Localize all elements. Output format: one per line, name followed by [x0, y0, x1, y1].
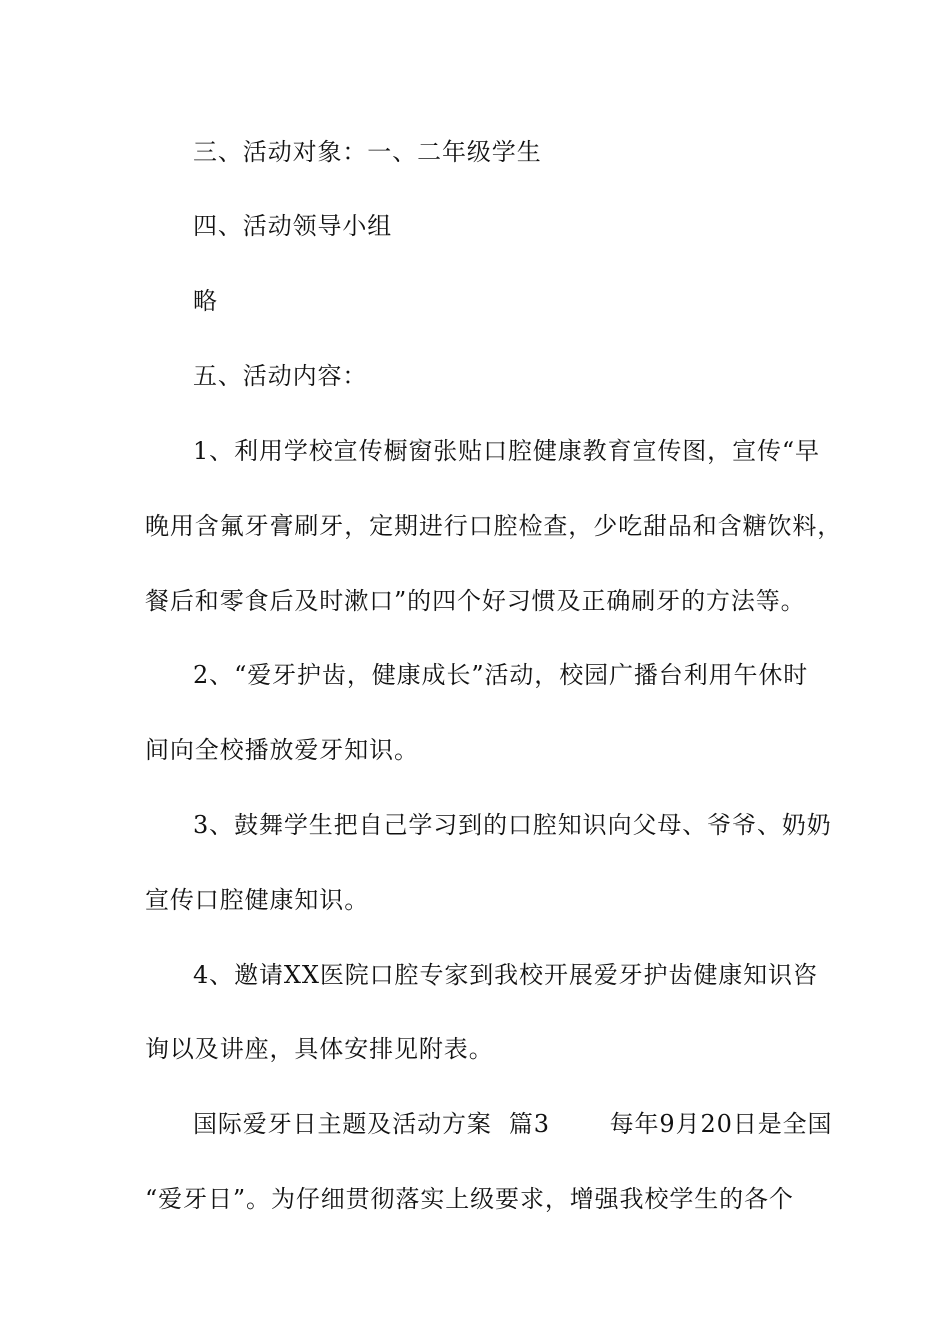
paragraph-line: 晚用含氟牙膏刷牙，定期进行口腔检查，少吃甜品和含糖饮料， [145, 512, 843, 540]
section-4-heading: 四、活动领导小组 [193, 212, 393, 240]
paragraph-line: 1、利用学校宣传橱窗张贴口腔健康教育宣传图，宣传“早 [193, 437, 820, 465]
section-5-heading: 五、活动内容： [193, 362, 368, 390]
paragraph-line: 4、邀请XX医院口腔专家到我校开展爱牙护齿健康知识咨 [193, 961, 818, 989]
paragraph-line: 餐后和零食后及时漱口”的四个好习惯及正确刷牙的方法等。 [145, 587, 806, 615]
section-3-heading: 三、活动对象：一、二年级学生 [193, 138, 542, 166]
paragraph-line: 询以及讲座，具体安排见附表。 [145, 1035, 494, 1063]
paragraph-line: “爱牙日”。为仔细贯彻落实上级要求，增强我校学生的各个 [145, 1185, 794, 1213]
paragraph-line: 3、鼓舞学生把自己学习到的口腔知识向父母、爷爷、奶奶 [193, 811, 832, 839]
paragraph-line: 略 [193, 287, 218, 315]
paragraph-line: 间向全校播放爱牙知识。 [145, 736, 419, 764]
paragraph-line: 宣传口腔健康知识。 [145, 886, 370, 914]
paragraph-line: 2、“爱牙护齿，健康成长”活动，校园广播台利用午休时 [193, 661, 809, 689]
article-title-line: 国际爱牙日主题及活动方案 篇3 每年9月20日是全国 [193, 1110, 833, 1138]
